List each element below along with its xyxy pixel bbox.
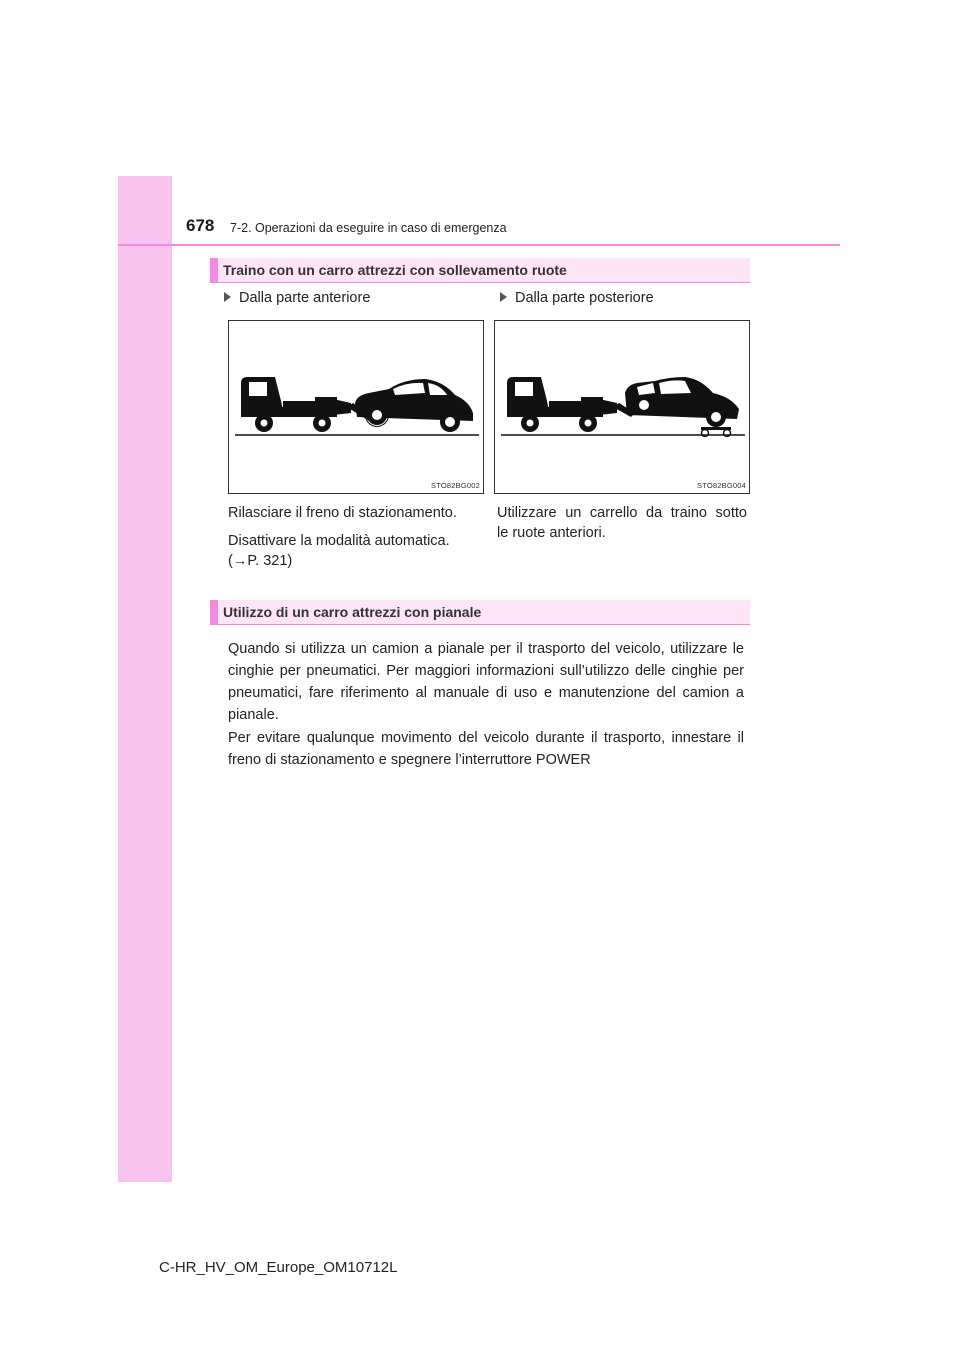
page-number: 678 bbox=[186, 216, 215, 235]
paragraph-disable-auto-line2: (→P. 321) bbox=[228, 553, 293, 569]
figure-code: STO82BG004 bbox=[697, 481, 746, 490]
paragraph-dolly-line2: le ruote anteriori. bbox=[497, 525, 606, 541]
figure-tow-front bbox=[228, 320, 484, 494]
figure-code: STO82BG002 bbox=[431, 481, 480, 490]
figure-tow-rear bbox=[494, 320, 750, 494]
document-code: C-HR_HV_OM_Europe_OM10712L bbox=[159, 1259, 398, 1276]
tow-truck-rear-illustration bbox=[495, 321, 751, 495]
section-accent bbox=[210, 600, 218, 624]
section-title: Traino con un carro attrezzi con sollevamento ruote bbox=[223, 262, 567, 278]
paragraph-flatbed-straps: Quando si utilizza un camion a pianale per il trasporto del veicolo, utilizzare le cinghie per pneumatici. Per maggiori informazioni sull’utilizzo delle cinghie per pneumatici, fare riferimento al manuale di uso e manutenzione del camion a pianale. bbox=[228, 641, 744, 723]
running-header: 7-2. Operazioni da eseguire in caso di emergenza bbox=[230, 221, 507, 235]
section-heading-wheel-lift bbox=[210, 258, 750, 283]
triangle-bullet-icon bbox=[500, 292, 507, 302]
caption-front: Dalla parte anteriore bbox=[224, 290, 370, 306]
header-rule bbox=[118, 244, 840, 246]
paragraph-disable-auto-line1: Disattivare la modalità automatica. bbox=[228, 533, 450, 549]
section-heading-flatbed bbox=[210, 600, 750, 625]
paragraph-dolly-line1: Utilizzare un carrello da traino sotto bbox=[497, 505, 747, 521]
tow-truck-front-illustration bbox=[229, 321, 485, 495]
section-title: Utilizzo di un carro attrezzi con pianale bbox=[223, 604, 482, 620]
section-accent bbox=[210, 258, 218, 282]
triangle-bullet-icon bbox=[224, 292, 231, 302]
chapter-sidebar-tab bbox=[118, 176, 172, 1182]
caption-rear: Dalla parte posteriore bbox=[500, 290, 654, 306]
paragraph-release-brake: Rilasciare il freno di stazionamento. bbox=[228, 505, 457, 521]
paragraph-flatbed-secure: Per evitare qualunque movimento del veicolo durante il trasporto, innestare il freno di stazionamento e spegnere l’interruttore POWER bbox=[228, 730, 744, 768]
